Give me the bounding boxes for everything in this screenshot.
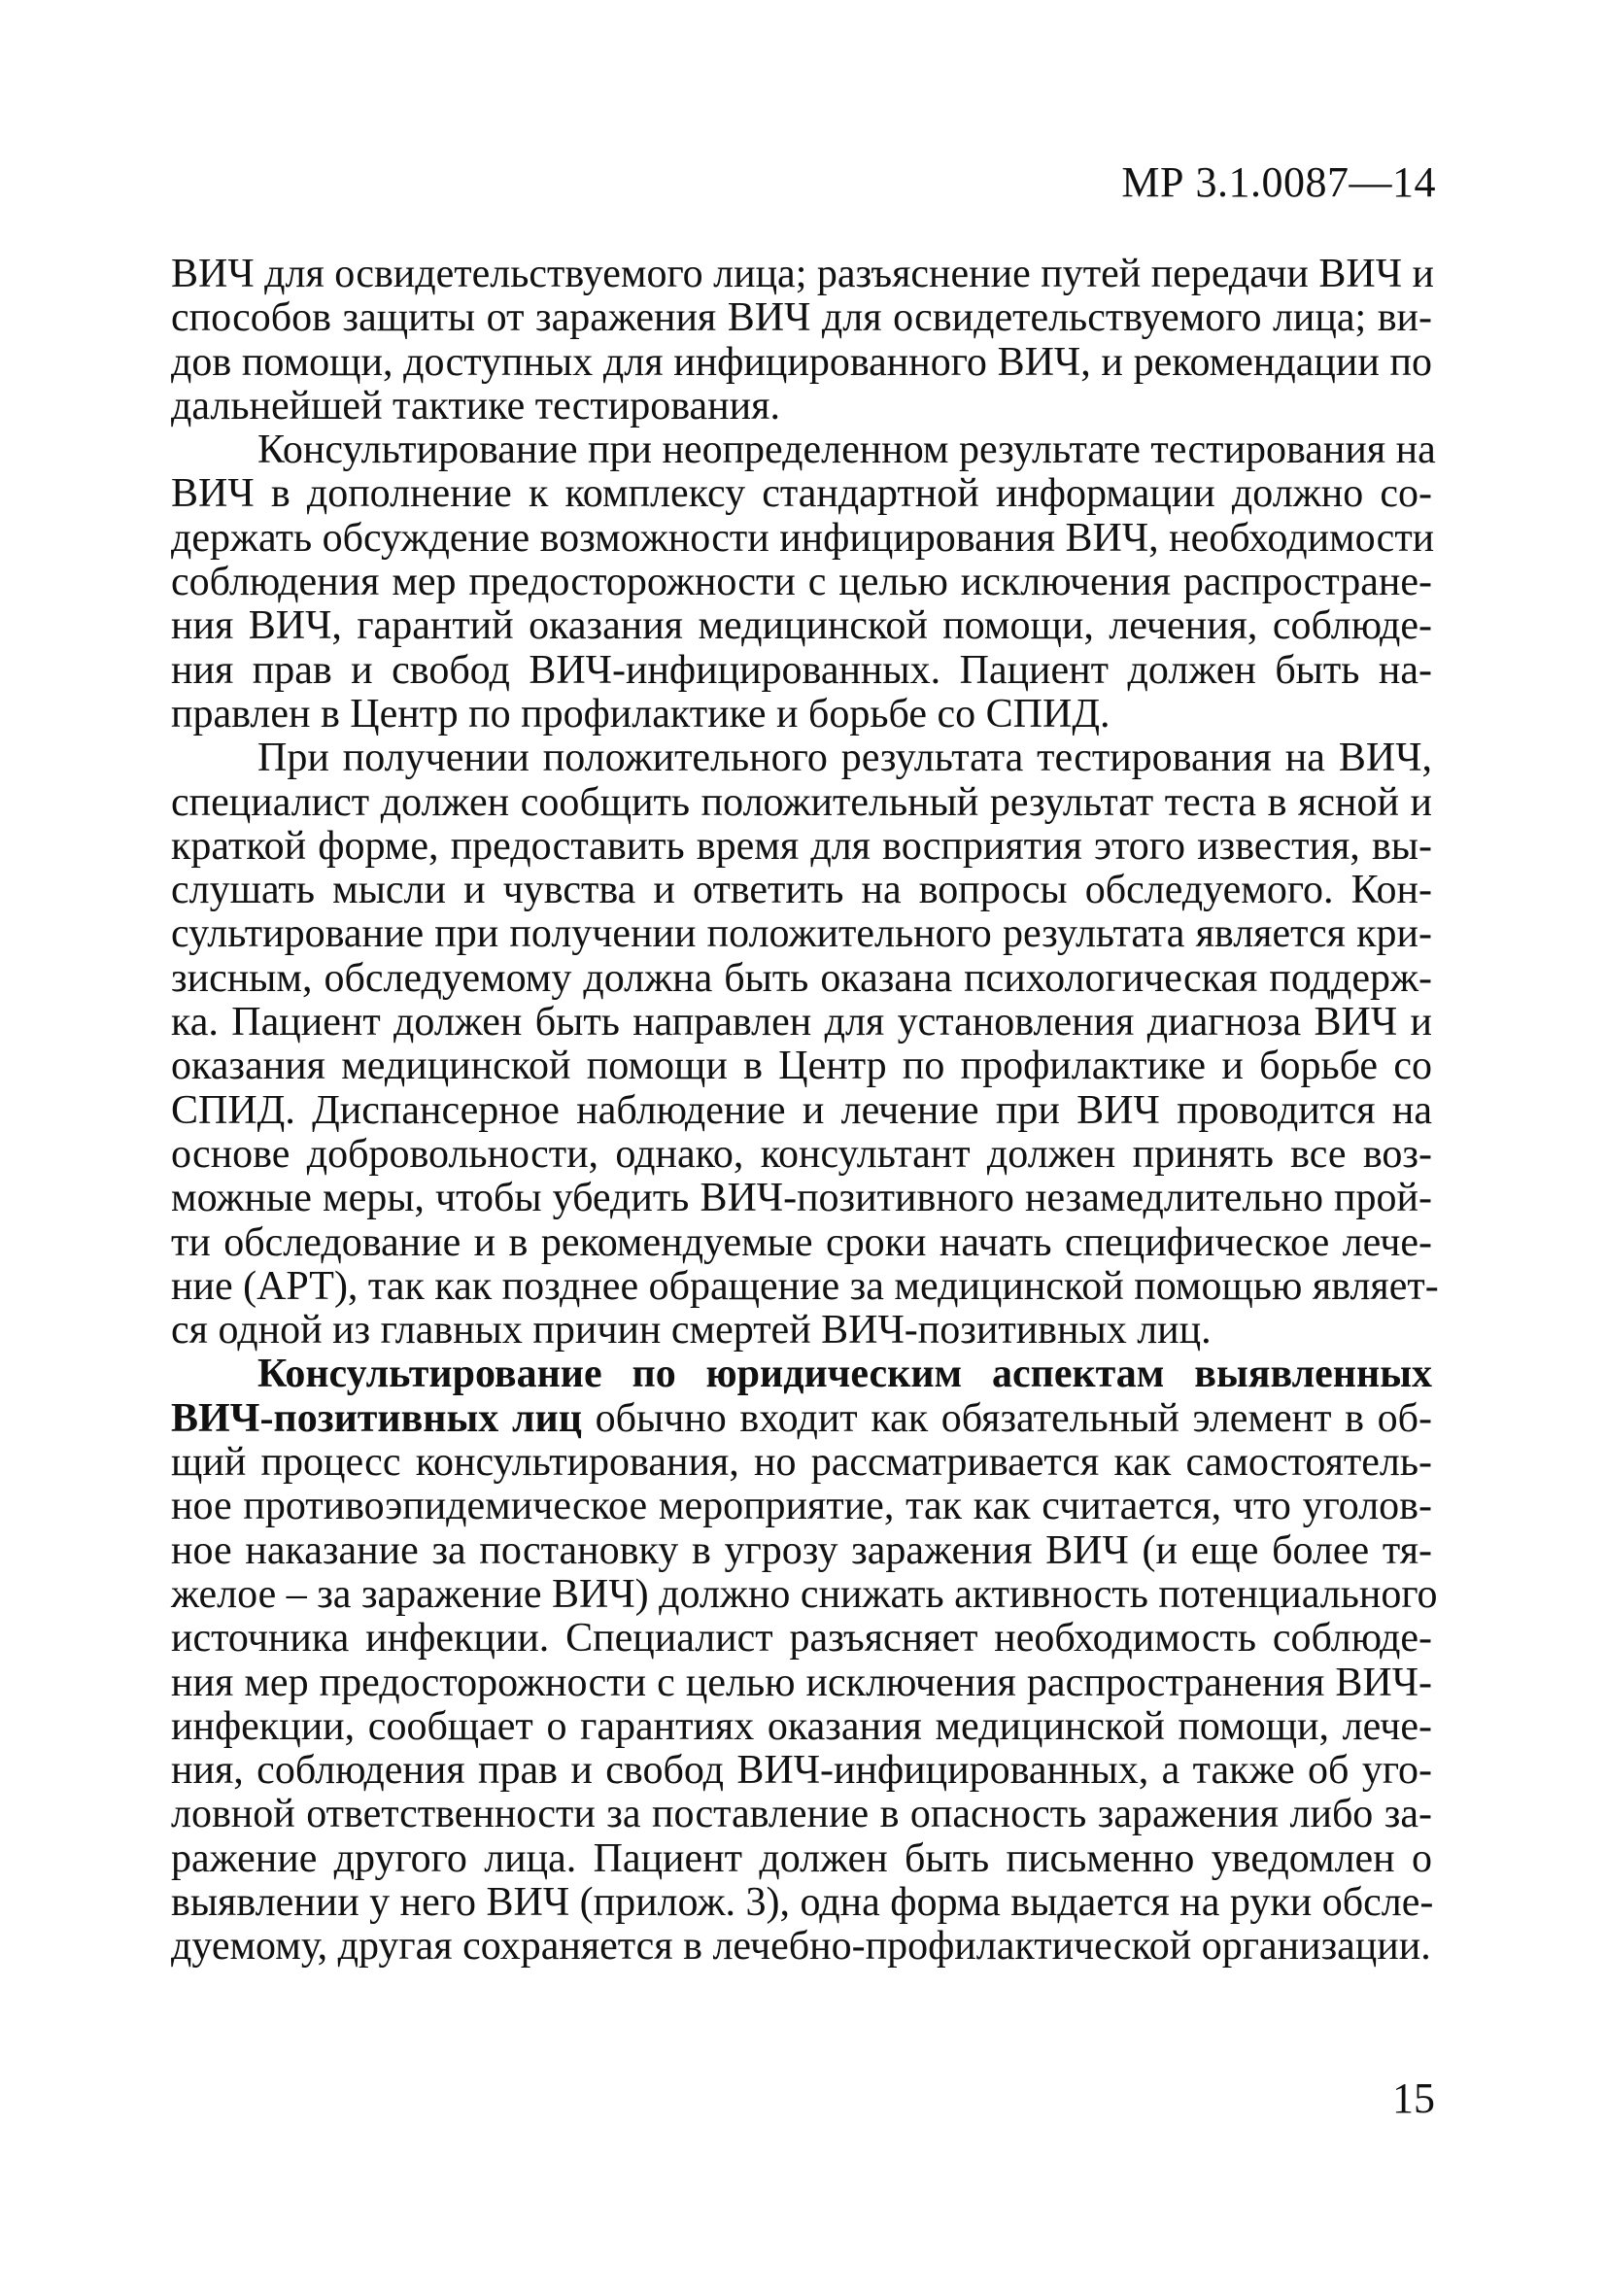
text-line: соблюдения мер предосторожности с целью исключения распростране- (171, 560, 1432, 605)
text-line: ния ВИЧ, гарантий оказания медицинской помощи, лечения, соблюде- (171, 603, 1432, 649)
text-line: СПИД. Диспансерное наблюдение и лечение при ВИЧ проводится на (171, 1087, 1432, 1133)
text-line: При получении положительного результата тестирования на ВИЧ, (257, 736, 1432, 781)
text-line: правлен в Центр по профилактике и борьбе со СПИД. (171, 691, 1111, 737)
text-line: держать обсуждение возможности инфицирования ВИЧ, необходимости (171, 515, 1435, 561)
text-line: щий процесс консультирования, но рассматривается как самостоятель- (171, 1440, 1432, 1486)
text-line: ВИЧ для освидетельствуемого лица; разъяснение путей передачи ВИЧ и (171, 252, 1434, 296)
text-line: ное наказание за постановку в угрозу заражения ВИЧ (и еще более тя- (171, 1527, 1432, 1573)
text-line: ражение другого лица. Пациент должен быть письменно уведомлен о (171, 1835, 1432, 1881)
text-line: ти обследование и в рекомендуемые сроки начать специфическое лече- (171, 1219, 1432, 1265)
text-line: источника инфекции. Специалист разъясняет необходимость соблюде- (171, 1616, 1432, 1662)
text-line: краткой форме, предоставить время для восприятия этого известия, вы- (171, 823, 1432, 869)
text-line: Консультирование при неопределенном результате тестирования на (257, 428, 1436, 473)
bold-heading-fragment: ВИЧ-позитивных лиц (171, 1395, 582, 1441)
text-line: специалист должен сообщить положительный результат теста в ясной и (171, 779, 1432, 825)
text-line: ние (АРТ), так как позднее обращение за медицинской помощью являет- (171, 1263, 1439, 1309)
body-text (171, 252, 1439, 1970)
paragraph (171, 736, 1439, 1354)
text-line: ловной ответственности за поставление в опасность заражения либо за- (171, 1792, 1432, 1837)
document-code: МР 3.1.0087—14 (1121, 158, 1436, 206)
text-line: зисным, обследуемому должна быть оказана психологическая поддерж- (171, 955, 1432, 1001)
text-line: основе добровольности, однако, консультант должен принять все воз- (171, 1131, 1432, 1177)
text-line: сультирование при получении положительного результата является кри- (171, 911, 1432, 957)
text-line: дальнейшей тактике тестирования. (171, 383, 780, 428)
text-line: ния мер предосторожности с целью исключения распространения ВИЧ- (171, 1660, 1432, 1705)
text-line: ное противоэпидемическое мероприятие, так как считается, что уголов- (171, 1484, 1432, 1529)
text-line: выявлении у него ВИЧ (прилож. 3), одна форма выдается на руки обсле- (171, 1879, 1434, 1925)
text-line: способов защиты от заражения ВИЧ для освидетельствуемого лица; ви- (171, 295, 1432, 341)
text-line: ка. Пациент должен быть направлен для установления диагноза ВИЧ и (171, 1000, 1432, 1045)
text-line: инфекции, сообщает о гарантиях оказания медицинской помощи, лече- (171, 1703, 1432, 1749)
paragraph (171, 1352, 1438, 1970)
text-fragment: обычно входит как обязательный элемент в об- (581, 1395, 1432, 1441)
text-line: оказания медицинской помощи в Центр по профилактике и борьбе со (171, 1044, 1432, 1089)
text-line: слушать мысли и чувства и ответить на вопросы обследуемого. Кон- (171, 868, 1432, 913)
text-line: ся одной из главных причин смертей ВИЧ-позитивных лиц. (171, 1308, 1212, 1354)
paragraph (171, 253, 1432, 428)
text-line: ВИЧ в дополнение к комплексу стандартной информации должно со- (171, 471, 1432, 517)
text-line: желое – за заражение ВИЧ) должно снижать активность потенциального (171, 1571, 1438, 1617)
text-line: дуемому, другая сохраняется в лечебно-профилактической организации. (171, 1924, 1431, 1970)
text-line (171, 1397, 1432, 1441)
text-line: можные меры, чтобы убедить ВИЧ-позитивного незамедлительно прой- (171, 1176, 1432, 1221)
bold-heading-line: Консультирование по юридическим аспектам выявленных (257, 1352, 1432, 1397)
paragraph (171, 428, 1436, 737)
text-line: дов помощи, доступных для инфицированного ВИЧ, и рекомендации по (171, 339, 1432, 385)
text-line: ния, соблюдения прав и свобод ВИЧ-инфицированных, а также об уго- (171, 1748, 1432, 1794)
text-line: ния прав и свобод ВИЧ-инфицированных. Пациент должен быть на- (171, 647, 1432, 693)
page-number: 15 (1392, 2074, 1435, 2122)
